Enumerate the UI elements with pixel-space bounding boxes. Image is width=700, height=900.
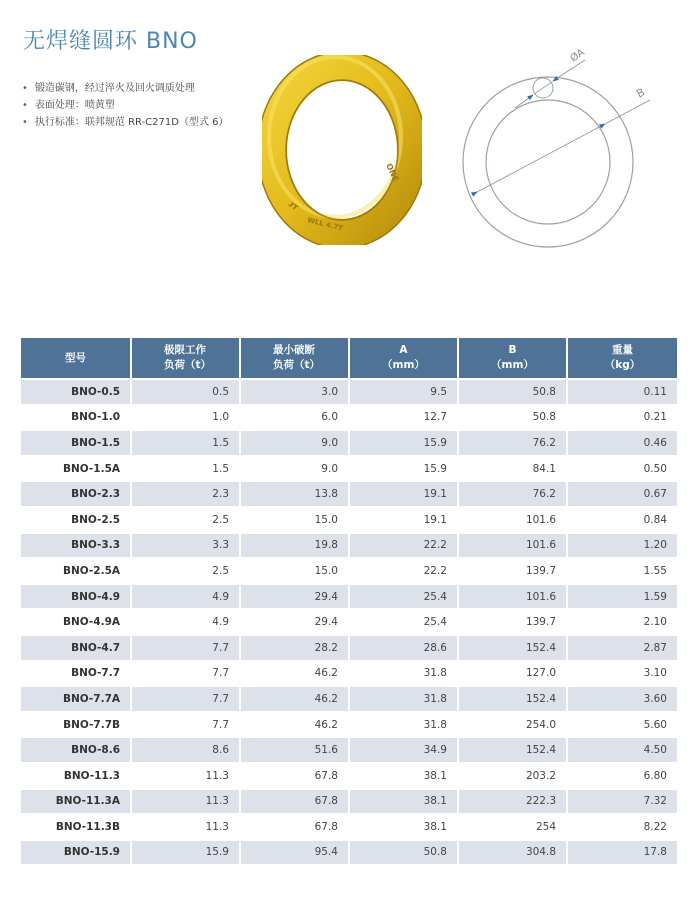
table-row	[21, 764, 677, 790]
cell-weight: 6.80	[568, 764, 677, 790]
cell-b: 152.4	[459, 687, 566, 713]
table-row	[21, 815, 677, 841]
cell-weight: 0.11	[568, 380, 677, 406]
cell-a: 38.1	[350, 790, 457, 816]
feature-list	[22, 80, 229, 131]
cell-a: 12.7	[350, 406, 457, 432]
cell-model: BNO-2.5A	[21, 559, 130, 585]
table-row	[21, 482, 677, 508]
cell-wll: 7.7	[132, 687, 239, 713]
cell-weight: 0.50	[568, 457, 677, 483]
header-wll: 极限工作 负荷（t）	[132, 338, 239, 380]
dimension-a-label: ØA	[568, 47, 587, 65]
cell-model: BNO-7.7B	[21, 713, 130, 739]
inner-circle	[486, 100, 610, 224]
cell-a: 22.2	[350, 559, 457, 585]
table-row	[21, 662, 677, 688]
dimension-b-line	[477, 124, 605, 192]
cell-wll: 11.3	[132, 790, 239, 816]
cell-breaking-load: 29.4	[241, 610, 348, 636]
cell-a: 50.8	[350, 841, 457, 867]
cell-breaking-load: 67.8	[241, 790, 348, 816]
cell-wll: 1.0	[132, 406, 239, 432]
cell-weight: 17.8	[568, 841, 677, 867]
cell-breaking-load: 6.0	[241, 406, 348, 432]
cell-breaking-load: 13.8	[241, 482, 348, 508]
cell-a: 25.4	[350, 585, 457, 611]
cell-wll: 8.6	[132, 738, 239, 764]
cell-b: 254.0	[459, 713, 566, 739]
cell-weight: 2.10	[568, 610, 677, 636]
cell-model: BNO-1.0	[21, 406, 130, 432]
cell-wll: 3.3	[132, 534, 239, 560]
ring-product-photo	[262, 55, 422, 245]
ring-wll-mark: WLL 4.7T	[306, 216, 344, 233]
cell-b: 76.2	[459, 431, 566, 457]
header-weight: 重量 （kg）	[568, 338, 677, 380]
table-row	[21, 559, 677, 585]
cell-a: 19.1	[350, 482, 457, 508]
page-title: 无焊缝圆环 BNO	[23, 29, 198, 54]
cell-model: BNO-4.7	[21, 636, 130, 662]
cell-b: 222.3	[459, 790, 566, 816]
table-row	[21, 585, 677, 611]
spec-table	[19, 338, 679, 866]
cell-breaking-load: 67.8	[241, 764, 348, 790]
cell-a: 31.8	[350, 713, 457, 739]
table-row	[21, 508, 677, 534]
table-row	[21, 713, 677, 739]
cell-b: 139.7	[459, 610, 566, 636]
cell-wll: 11.3	[132, 815, 239, 841]
cell-weight: 1.20	[568, 534, 677, 560]
cell-breaking-load: 9.0	[241, 457, 348, 483]
cell-b: 203.2	[459, 764, 566, 790]
cell-model: BNO-11.3	[21, 764, 130, 790]
cell-weight: 2.87	[568, 636, 677, 662]
cell-model: BNO-7.7	[21, 662, 130, 688]
cell-a: 15.9	[350, 457, 457, 483]
cell-b: 84.1	[459, 457, 566, 483]
cell-b: 50.8	[459, 380, 566, 406]
feature-item-finish: • 表面处理：喷黄塑	[22, 97, 229, 114]
cell-a: 28.6	[350, 636, 457, 662]
cell-wll: 1.5	[132, 431, 239, 457]
cell-breaking-load: 15.0	[241, 559, 348, 585]
cell-b: 304.8	[459, 841, 566, 867]
cell-wll: 4.9	[132, 585, 239, 611]
cell-wll: 4.9	[132, 610, 239, 636]
header-breaking-load: 最小破断 负荷（t）	[241, 338, 348, 380]
cell-weight: 1.59	[568, 585, 677, 611]
feature-item-material: • 锻造碳钢，经过淬火及回火调质处理	[22, 80, 229, 97]
dimension-b-label: B	[634, 85, 648, 101]
cell-breaking-load: 3.0	[241, 380, 348, 406]
ring-one-mark: ONE	[384, 162, 401, 184]
cell-wll: 2.5	[132, 559, 239, 585]
cell-weight: 3.60	[568, 687, 677, 713]
cell-weight: 1.55	[568, 559, 677, 585]
cell-weight: 0.46	[568, 431, 677, 457]
table-row	[21, 406, 677, 432]
cell-b: 254	[459, 815, 566, 841]
cell-weight: 0.67	[568, 482, 677, 508]
table-row	[21, 610, 677, 636]
cell-breaking-load: 95.4	[241, 841, 348, 867]
cell-b: 50.8	[459, 406, 566, 432]
cell-a: 38.1	[350, 764, 457, 790]
cell-wll: 7.7	[132, 713, 239, 739]
cell-model: BNO-8.6	[21, 738, 130, 764]
cell-a: 9.5	[350, 380, 457, 406]
header-b: B （mm）	[459, 338, 566, 380]
cell-model: BNO-11.3A	[21, 790, 130, 816]
cell-a: 34.9	[350, 738, 457, 764]
cell-wll: 11.3	[132, 764, 239, 790]
cell-model: BNO-15.9	[21, 841, 130, 867]
cell-b: 101.6	[459, 585, 566, 611]
table-row	[21, 738, 677, 764]
cell-model: BNO-11.3B	[21, 815, 130, 841]
cell-breaking-load: 46.2	[241, 662, 348, 688]
cell-a: 22.2	[350, 534, 457, 560]
cell-weight: 8.22	[568, 815, 677, 841]
cell-model: BNO-1.5	[21, 431, 130, 457]
cell-wll: 2.5	[132, 508, 239, 534]
cell-breaking-load: 29.4	[241, 585, 348, 611]
cell-a: 38.1	[350, 815, 457, 841]
cell-a: 19.1	[350, 508, 457, 534]
table-row	[21, 790, 677, 816]
cell-model: BNO-2.3	[21, 482, 130, 508]
cell-breaking-load: 67.8	[241, 815, 348, 841]
table-row	[21, 380, 677, 406]
cell-weight: 4.50	[568, 738, 677, 764]
table-row	[21, 687, 677, 713]
cell-wll: 7.7	[132, 636, 239, 662]
cell-breaking-load: 28.2	[241, 636, 348, 662]
cell-wll: 2.3	[132, 482, 239, 508]
table-row	[21, 457, 677, 483]
cell-wll: 1.5	[132, 457, 239, 483]
cell-weight: 7.32	[568, 790, 677, 816]
cell-wll: 15.9	[132, 841, 239, 867]
cell-a: 25.4	[350, 610, 457, 636]
cell-breaking-load: 19.8	[241, 534, 348, 560]
cell-breaking-load: 46.2	[241, 713, 348, 739]
cell-b: 101.6	[459, 534, 566, 560]
cell-b: 101.6	[459, 508, 566, 534]
cell-model: BNO-1.5A	[21, 457, 130, 483]
cell-model: BNO-7.7A	[21, 687, 130, 713]
header-model: 型号	[21, 338, 130, 380]
ring-logo-mark: ᴊᴛ	[286, 199, 300, 214]
cell-breaking-load: 9.0	[241, 431, 348, 457]
cell-wll: 0.5	[132, 380, 239, 406]
spec-table-body	[21, 380, 677, 866]
cell-model: BNO-3.3	[21, 534, 130, 560]
cell-model: BNO-0.5	[21, 380, 130, 406]
ring-dimension-diagram	[455, 40, 675, 250]
cell-b: 139.7	[459, 559, 566, 585]
table-row	[21, 431, 677, 457]
feature-item-standard: • 执行标准：联邦规范 RR-C271D（型式 6）	[22, 114, 229, 131]
cell-a: 31.8	[350, 662, 457, 688]
cell-b: 76.2	[459, 482, 566, 508]
cell-b: 152.4	[459, 636, 566, 662]
cell-breaking-load: 46.2	[241, 687, 348, 713]
cell-model: BNO-4.9	[21, 585, 130, 611]
cell-breaking-load: 51.6	[241, 738, 348, 764]
table-row	[21, 534, 677, 560]
cell-wll: 7.7	[132, 662, 239, 688]
cell-weight: 5.60	[568, 713, 677, 739]
table-row	[21, 636, 677, 662]
spec-table-header	[21, 338, 677, 380]
outer-circle	[463, 77, 633, 247]
cell-b: 127.0	[459, 662, 566, 688]
cell-weight: 3.10	[568, 662, 677, 688]
cell-weight: 0.21	[568, 406, 677, 432]
cell-a: 15.9	[350, 431, 457, 457]
cell-model: BNO-2.5	[21, 508, 130, 534]
table-row	[21, 841, 677, 867]
cell-weight: 0.84	[568, 508, 677, 534]
cell-b: 152.4	[459, 738, 566, 764]
cell-model: BNO-4.9A	[21, 610, 130, 636]
cell-a: 31.8	[350, 687, 457, 713]
header-a: A （mm）	[350, 338, 457, 380]
cell-breaking-load: 15.0	[241, 508, 348, 534]
